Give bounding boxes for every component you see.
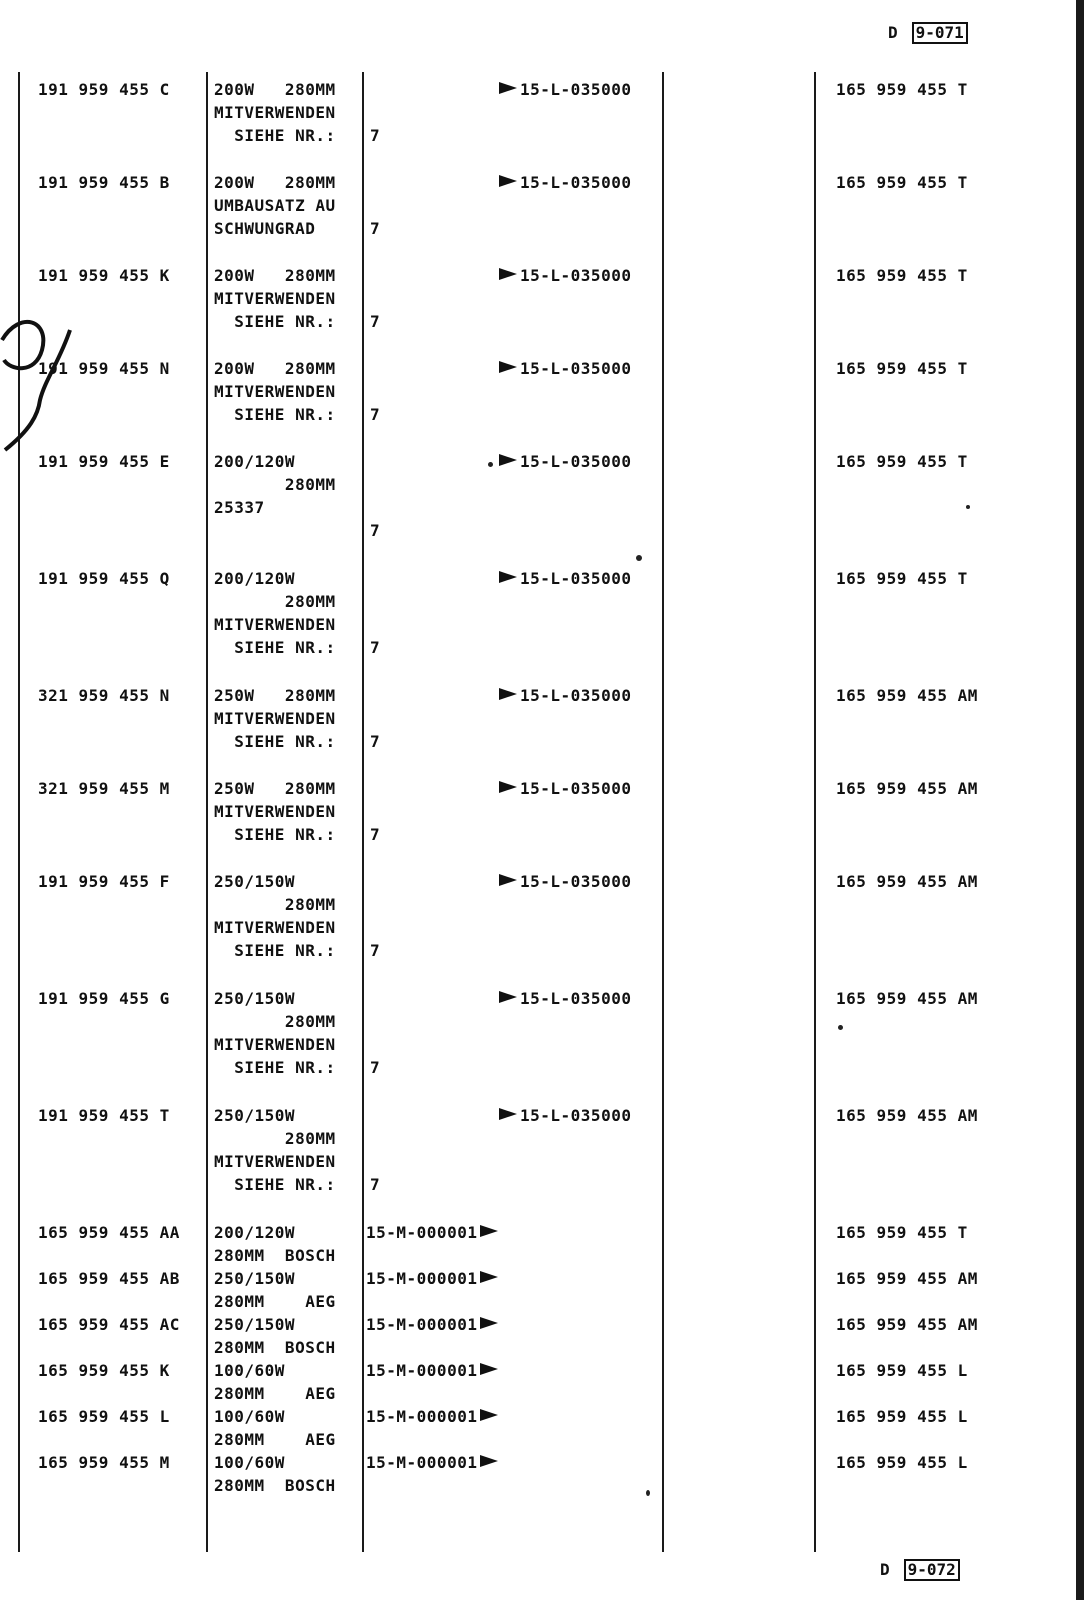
column-divider-desc: [362, 72, 364, 1552]
arrow-right-icon: [499, 688, 517, 700]
description-line: MITVERWENDEN: [214, 802, 336, 821]
replacement-part: 165 959 455 L: [836, 1453, 968, 1472]
serial-number: 15-M-000001: [366, 1361, 478, 1380]
description-line: 250W 280MM: [214, 779, 336, 798]
serial-until: [366, 1267, 501, 1290]
part-number: 191 959 455 K: [38, 266, 170, 285]
column-divider-repl: [814, 72, 816, 1552]
serial-number: 15-M-000001: [366, 1407, 478, 1426]
part-description: [214, 1221, 362, 1267]
part-description: [214, 171, 362, 240]
replacement-part: 165 959 455 T: [836, 266, 968, 285]
serial-number: 15-M-000001: [366, 1315, 478, 1334]
part-number: 191 959 455 B: [38, 173, 170, 192]
description-line: 100/60W: [214, 1453, 285, 1472]
note-ref: 7: [370, 1058, 381, 1077]
replacement-part: 165 959 455 AM: [836, 1315, 978, 1334]
description-line: 200/120W: [214, 452, 296, 471]
description-line: 200/120W: [214, 1223, 296, 1242]
serial-number: 15-L-035000: [520, 359, 632, 378]
note-ref: 7: [370, 126, 381, 145]
handwritten-mark: [0, 300, 110, 460]
replacement-part: 165 959 455 T: [836, 359, 968, 378]
serial-until: [366, 1451, 501, 1474]
page-ref-prefix: D: [880, 1560, 890, 1579]
serial-until: [366, 1313, 501, 1336]
serial-number: 15-L-035000: [520, 266, 632, 285]
arrow-right-icon: [499, 361, 517, 373]
arrow-right-icon: [499, 991, 517, 1003]
part-number: 191 959 455 G: [38, 989, 170, 1008]
column-divider-part: [206, 72, 208, 1552]
arrow-right-icon: [499, 268, 517, 280]
part-description: [214, 987, 362, 1079]
part-description: [214, 777, 362, 846]
scan-speck: [966, 505, 970, 509]
description-line: 280MM BOSCH: [214, 1476, 336, 1495]
note-ref: 7: [370, 1175, 381, 1194]
serial-number: 15-L-035000: [520, 452, 632, 471]
serial-from: [496, 357, 631, 380]
description-line: MITVERWENDEN: [214, 289, 336, 308]
description-line: 250/150W: [214, 1106, 296, 1125]
part-number: 165 959 455 K: [38, 1361, 170, 1380]
page-ref-bottom: [880, 1559, 960, 1581]
serial-number: 15-M-000001: [366, 1269, 478, 1288]
description-line: 200/120W: [214, 569, 296, 588]
description-line: 280MM AEG: [214, 1430, 336, 1449]
part-description: [214, 567, 362, 659]
description-line: 200W 280MM: [214, 359, 336, 378]
part-number: 191 959 455 N: [38, 359, 170, 378]
description-line: MITVERWENDEN: [214, 709, 336, 728]
part-description: [214, 1451, 362, 1497]
note-ref: 7: [370, 941, 381, 960]
note-ref: 7: [370, 638, 381, 657]
serial-number: 15-M-000001: [366, 1223, 478, 1242]
part-description: [214, 870, 362, 962]
serial-number: 15-L-035000: [520, 989, 632, 1008]
arrow-right-icon: [480, 1455, 498, 1467]
description-line: 280MM AEG: [214, 1292, 336, 1311]
serial-from: [496, 264, 631, 287]
serial-number: 15-M-000001: [366, 1453, 478, 1472]
serial-from: [496, 450, 631, 473]
arrow-right-icon: [480, 1271, 498, 1283]
scan-speck: [646, 1490, 650, 1496]
serial-from: [496, 870, 631, 893]
replacement-part: 165 959 455 AM: [836, 686, 978, 705]
arrow-right-icon: [480, 1409, 498, 1421]
replacement-part: 165 959 455 AM: [836, 989, 978, 1008]
arrow-right-icon: [499, 781, 517, 793]
serial-from: [496, 78, 631, 101]
replacement-part: 165 959 455 T: [836, 80, 968, 99]
description-line: 280MM AEG: [214, 1384, 336, 1403]
description-line: MITVERWENDEN: [214, 918, 336, 937]
serial-from: [496, 684, 631, 707]
replacement-part: 165 959 455 AM: [836, 1106, 978, 1125]
serial-number: 15-L-035000: [520, 872, 632, 891]
arrow-right-icon: [480, 1225, 498, 1237]
page-number: 9-071: [912, 22, 968, 44]
scan-speck: [488, 462, 493, 467]
description-line: SIEHE NR.:: [214, 825, 336, 844]
description-line: SIEHE NR.:: [214, 732, 336, 751]
part-number: 165 959 455 M: [38, 1453, 170, 1472]
description-line: 200W 280MM: [214, 80, 336, 99]
description-line: SIEHE NR.:: [214, 1058, 336, 1077]
replacement-part: 165 959 455 L: [836, 1361, 968, 1380]
serial-until: [366, 1221, 501, 1244]
description-line: SIEHE NR.:: [214, 638, 336, 657]
serial-number: 15-L-035000: [520, 80, 632, 99]
serial-from: [496, 1104, 631, 1127]
part-description: [214, 1104, 362, 1196]
scan-speck: [636, 555, 642, 561]
part-number: 191 959 455 E: [38, 452, 170, 471]
serial-from: [496, 777, 631, 800]
description-line: 280MM BOSCH: [214, 1338, 336, 1357]
description-line: 280MM: [214, 895, 336, 914]
description-line: 280MM: [214, 1012, 336, 1031]
column-divider-serial: [662, 72, 664, 1552]
part-number: 321 959 455 N: [38, 686, 170, 705]
serial-number: 15-L-035000: [520, 173, 632, 192]
replacement-part: 165 959 455 AM: [836, 872, 978, 891]
arrow-right-icon: [499, 1108, 517, 1120]
description-line: SIEHE NR.:: [214, 126, 336, 145]
replacement-part: 165 959 455 L: [836, 1407, 968, 1426]
serial-from: [496, 171, 631, 194]
replacement-part: 165 959 455 T: [836, 1223, 968, 1242]
note-ref: 7: [370, 825, 381, 844]
part-number: 165 959 455 AB: [38, 1269, 180, 1288]
arrow-right-icon: [499, 82, 517, 94]
description-line: MITVERWENDEN: [214, 382, 336, 401]
part-number: 191 959 455 T: [38, 1106, 170, 1125]
arrow-right-icon: [499, 454, 517, 466]
serial-from: [496, 987, 631, 1010]
description-line: 100/60W: [214, 1361, 285, 1380]
column-divider-left: [18, 72, 20, 1552]
description-line: SIEHE NR.:: [214, 941, 336, 960]
description-line: 25337: [214, 498, 265, 517]
page-number: 9-072: [904, 1559, 960, 1581]
description-line: UMBAUSATZ AU: [214, 196, 336, 215]
part-number: 191 959 455 Q: [38, 569, 170, 588]
note-ref: 7: [370, 521, 381, 540]
description-line: MITVERWENDEN: [214, 103, 336, 122]
note-ref: 7: [370, 312, 381, 331]
replacement-part: 165 959 455 T: [836, 452, 968, 471]
page-ref-prefix: D: [888, 23, 898, 42]
note-ref: 7: [370, 219, 381, 238]
part-description: [214, 1267, 362, 1313]
replacement-part: 165 959 455 AM: [836, 779, 978, 798]
description-line: 100/60W: [214, 1407, 285, 1426]
part-description: [214, 357, 362, 426]
part-number: 165 959 455 AC: [38, 1315, 180, 1334]
description-line: 200W 280MM: [214, 173, 336, 192]
description-line: 280MM: [214, 1129, 336, 1148]
part-description: [214, 78, 362, 147]
serial-until: [366, 1359, 501, 1382]
description-line: MITVERWENDEN: [214, 1152, 336, 1171]
serial-until: [366, 1405, 501, 1428]
note-ref: 7: [370, 405, 381, 424]
part-description: [214, 264, 362, 333]
description-line: 200W 280MM: [214, 266, 336, 285]
part-description: [214, 1405, 362, 1451]
arrow-right-icon: [480, 1317, 498, 1329]
replacement-part: 165 959 455 AM: [836, 1269, 978, 1288]
description-line: SIEHE NR.:: [214, 312, 336, 331]
part-description: [214, 1359, 362, 1405]
serial-number: 15-L-035000: [520, 779, 632, 798]
description-line: 250/150W: [214, 872, 296, 891]
description-line: SIEHE NR.:: [214, 1175, 336, 1194]
replacement-part: 165 959 455 T: [836, 569, 968, 588]
serial-number: 15-L-035000: [520, 1106, 632, 1125]
description-line: 280MM: [214, 592, 336, 611]
part-description: [214, 450, 362, 519]
arrow-right-icon: [499, 571, 517, 583]
arrow-right-icon: [499, 175, 517, 187]
part-number: 321 959 455 M: [38, 779, 170, 798]
description-line: 280MM BOSCH: [214, 1246, 336, 1265]
serial-number: 15-L-035000: [520, 686, 632, 705]
scan-speck: [838, 1025, 843, 1030]
description-line: 250W 280MM: [214, 686, 336, 705]
page-ref-top: [888, 22, 968, 44]
part-description: [214, 1313, 362, 1359]
description-line: 250/150W: [214, 1315, 296, 1334]
part-number: 191 959 455 C: [38, 80, 170, 99]
note-ref: 7: [370, 732, 381, 751]
description-line: 280MM: [214, 475, 336, 494]
arrow-right-icon: [480, 1363, 498, 1375]
serial-number: 15-L-035000: [520, 569, 632, 588]
description-line: 250/150W: [214, 989, 296, 1008]
replacement-part: 165 959 455 T: [836, 173, 968, 192]
serial-from: [496, 567, 631, 590]
description-line: 250/150W: [214, 1269, 296, 1288]
scan-edge: [1076, 0, 1084, 1600]
description-line: MITVERWENDEN: [214, 615, 336, 634]
description-line: MITVERWENDEN: [214, 1035, 336, 1054]
part-number: 165 959 455 AA: [38, 1223, 180, 1242]
part-description: [214, 684, 362, 753]
description-line: SCHWUNGRAD: [214, 219, 316, 238]
part-number: 165 959 455 L: [38, 1407, 170, 1426]
part-number: 191 959 455 F: [38, 872, 170, 891]
arrow-right-icon: [499, 874, 517, 886]
description-line: SIEHE NR.:: [214, 405, 336, 424]
